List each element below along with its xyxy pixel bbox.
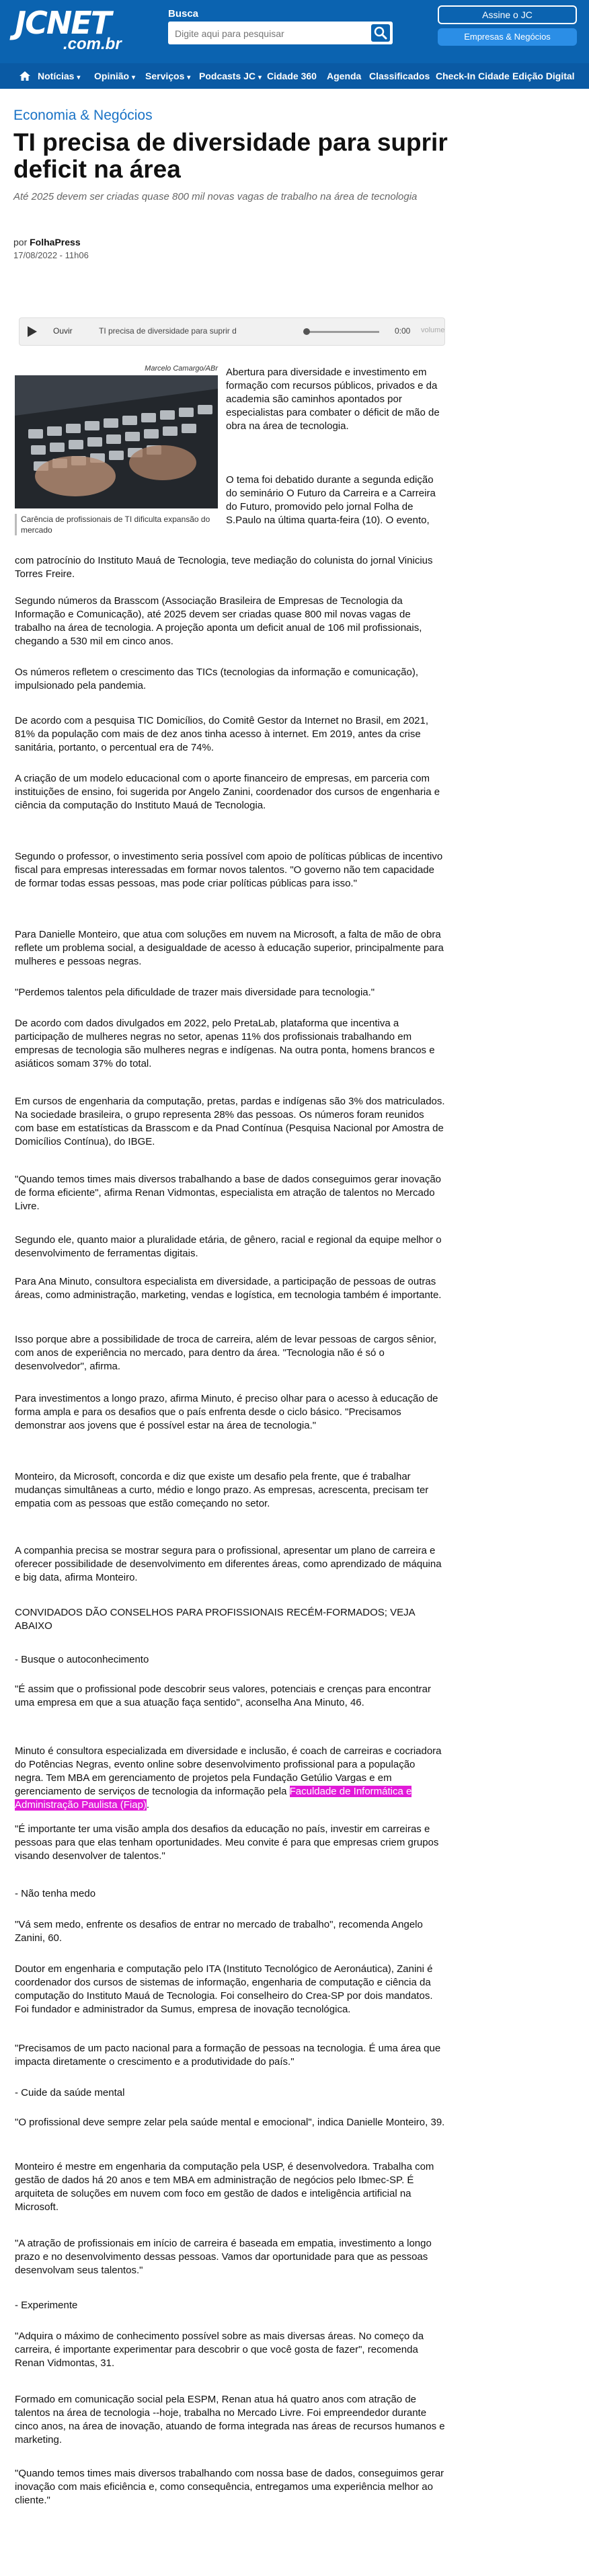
paragraph-16: Para investimentos a longo prazo, afirma Minuto, é preciso olhar para o acesso à educação de forma ampla e para os desafios que o país enfrenta desde o ciclo básico. "Precisamos demonstrar aos jovens que é possível estar na área de tecnologia.": [15, 1393, 438, 1431]
logo-sub-text: .com.br: [63, 35, 122, 53]
audio-progress-bar[interactable]: [305, 331, 379, 333]
search-input[interactable]: [173, 26, 364, 42]
paragraph-11: Em cursos de engenharia da computação, pretas, pardas e indígenas são 3% dos matriculados. Na sociedade brasileira, o grupo representa 28% das pessoas. Os números foram reunidos com base em estatísticas da Brasscom e da Pnad Contínua (Pesquisa Nacional por Amostra de Domicílios Contínua), do IBGE.: [15, 1096, 445, 1147]
paragraph-4: Os números refletem o crescimento das TICs (tecnologias da informação e comunicação), impulsionado pela pandemia.: [15, 667, 418, 691]
paragraph-2a: O tema foi debatido durante a segunda edição do seminário O Futuro da Carreira e a Carreira do Futuro, promovido pelo jornal Folha de S.Paulo na última quarta-feira (10). O evento,: [226, 474, 436, 526]
article-figure: [15, 365, 218, 539]
paragraph-23: "É importante ter uma visão ampla dos desafios da educação no país, investir em carreiras e pessoas para que elas tenham oportunidades. Meu convite é para que empresas criem grupos visando desenvolver de talentos.": [15, 1823, 439, 1862]
paragraph-17: Monteiro, da Microsoft, concorda e diz que existe um desafio pela frente, que é trabalhar mudanças simultâneas a curto, médio e longo prazo. As empresas, acrescenta, precisam ter empatia com as pessoas que estão começando no setor.: [15, 1471, 429, 1509]
photo-credit: Marcelo Camargo/ABr: [145, 365, 218, 373]
chevron-down-icon: ▾: [187, 74, 191, 81]
play-icon[interactable]: [28, 326, 37, 337]
main-nav: [0, 63, 589, 89]
search-button[interactable]: [371, 24, 390, 42]
paragraph-2b: com patrocínio do Instituto Mauá de Tecnologia, teve mediação do colunista do jornal Vinicius Torres Freire.: [15, 555, 433, 580]
page-title: TI precisa de diversidade para suprir deficit na área: [13, 128, 448, 183]
nav-item-classificados[interactable]: Classificados: [369, 71, 430, 81]
paragraph-7: Segundo o professor, o investimento seria possível com apoio de políticas públicas de incentivo fiscal para empresas interessadas em formar novos talentos. "O governo não tem capacidade de formar todas essas pessoas, mas pode criar políticas públicas para isso.": [15, 851, 443, 889]
chevron-down-icon: ▾: [132, 74, 136, 81]
paragraph-25: "Vá sem medo, enfrente os desafios de entrar no mercado de trabalho", recomenda Angelo Zanini, 60.: [15, 1919, 423, 1944]
home-icon[interactable]: [19, 71, 31, 81]
photo-caption: Carência de profissionais de TI dificulta expansão do mercado: [15, 514, 213, 535]
empresas-negocios-button[interactable]: Empresas & Negócios: [438, 28, 577, 46]
audio-label: Ouvir: [53, 326, 73, 336]
jcnet-logo[interactable]: [15, 5, 133, 58]
search-label: Busca: [168, 8, 199, 20]
audio-time: 0:00: [395, 326, 411, 336]
audio-volume[interactable]: volume: [421, 326, 445, 334]
advice-heading-3: - Cuide da saúde mental: [15, 2087, 125, 2098]
paragraph-3: Segundo números da Brasscom (Associação Brasileira de Empresas de Tecnologia da Informação e Comunicação), até 2025 devem ser criadas quase 800 mil novas vagas de trabalho na área de tecnologia. A projeção aponta um deficit anual de 106 mil profissionais, chegando a 530 mil em cinco anos.: [15, 595, 422, 647]
paragraph-12: "Quando temos times mais diversos trabalhando a base de dados conseguimos gerar inovação de forma eficiente", afirma Renan Vidmontas, especialista em atração de talentos no Mercado Livre.: [15, 1174, 442, 1212]
paragraph-8: Para Danielle Monteiro, que atua com soluções em nuvem na Microsoft, a falta de mão de obra reflete um problema social, a desigualdade de acesso à educação superior, principalmente para mulheres e pessoas negras.: [15, 929, 444, 967]
section-heading-advice: CONVIDADOS DÃO CONSELHOS PARA PROFISSIONAIS RECÉM-FORMADOS; VEJA ABAIXO: [15, 1607, 415, 1632]
paragraph-22: Minuto é consultora especializada em diversidade e inclusão, é coach de carreiras e cocriadora do Potências Negras, evento online sobre desenvolvimento profissional para a população negra. Tem MBA em gerenciamento de projetos pela Fundação Getúlio Vargas e em gerenciamento de serviços de tecnologia da informação pela Faculdade de Informática e Administração Paulista (Fiap).: [15, 1745, 442, 1811]
paragraph-29: "O profissional deve sempre zelar pela saúde mental e emocional", indica Danielle Monteiro, 39.: [15, 2117, 445, 2128]
paragraph-9: "Perdemos talentos pela dificuldade de trazer mais diversidade para tecnologia.": [15, 987, 375, 998]
article-subtitle: Até 2025 devem ser criadas quase 800 mil novas vagas de trabalho na área de tecnologia: [13, 191, 418, 202]
paragraph-5: De acordo com a pesquisa TIC Domicílios, do Comitê Gestor da Internet no Brasil, em 2021, 81% da população com mais de dez anos tinha acesso à internet. Em 2019, antes da crise sanitária, portanto, o percentual era de 74%.: [15, 715, 429, 753]
audio-progress-handle[interactable]: [303, 328, 310, 335]
paragraph-21: "É assim que o profissional pode descobrir seus valores, potenciais e crenças para encontrar uma empresa em que a sua atuação faça sentido", aconselha Ana Minuto, 46.: [15, 1683, 431, 1708]
subscribe-button[interactable]: Assine o JC: [438, 5, 577, 24]
byline: [13, 237, 81, 248]
audio-title: TI precisa de diversidade para suprir d: [99, 326, 237, 336]
publish-date: 17/08/2022 - 11h06: [13, 250, 89, 260]
nav-item-podcasts[interactable]: Podcasts JC ▾: [199, 71, 262, 81]
advice-heading-2: - Não tenha medo: [15, 1888, 96, 1899]
paragraph-13: Segundo ele, quanto maior a pluralidade etária, de gênero, racial e regional da equipe melhor o desenvolvimento de ferramentas digitais.: [15, 1234, 442, 1259]
paragraph-10: De acordo com dados divulgados em 2022, pelo PretaLab, plataforma que incentiva a participação de mulheres negras no setor, apenas 11% dos profissionais trabalhando em empresas de tecnologia são mulheres negras e indígenas. Na outra ponta, homens brancos e asiáticos somam 37% do total.: [15, 1018, 435, 1069]
nav-item-check-in-cidade[interactable]: Check-In Cidade: [436, 71, 510, 81]
search-icon: [371, 24, 390, 42]
nav-item-noticias[interactable]: Notícias ▾: [38, 71, 81, 81]
paragraph-6: A criação de um modelo educacional com o aporte financeiro de empresas, em parceria com instituições de ensino, foi sugerida por Angelo Zanini, coordenador dos cursos de engenharia e ciência da computação do Instituto Mauá de Tecnologia.: [15, 773, 440, 811]
advice-heading-1: - Busque o autoconhecimento: [15, 1654, 149, 1665]
paragraph-14: Para Ana Minuto, consultora especialista em diversidade, a participação de pessoas de outras áreas, como administração, marketing, vendas e logística, em tecnologia também é importante.: [15, 1276, 442, 1301]
paragraph-35: "Quando temos times mais diversos trabalhando com nossa base de dados, conseguimos gerar inovação com mais eficiência e, como consequência, entregamos uma experiência melhor ao cliente.": [15, 2468, 444, 2506]
byline-prefix: por: [13, 237, 28, 248]
audio-player: [19, 317, 445, 346]
advice-heading-4: - Experimente: [15, 2300, 78, 2311]
paragraph-15: Isso porque abre a possibilidade de troca de carreira, além de levar pessoas de cargos sênior, com anos de experiência no mercado, para dentro da área. "Tecnologia não é só o desenvolvedor", afirma.: [15, 1334, 437, 1372]
paragraph-30: Monteiro é mestre em engenharia da computação pela USP, é desenvolvedora. Trabalha com gestão de dados há 20 anos e tem MBA em administração de negócios pelo Ibmec-SP. É arquiteta de soluções em nuvem com foco em gestão de dados e inteligência artificial na Microsoft.: [15, 2161, 434, 2213]
paragraph-18: A companhia precisa se mostrar segura para o profissional, apresentar um plano de carreira e oferecer possibilidade de desenvolvimento em diferentes áreas, como aprendizado de máquina e big data, afirma Monteiro.: [15, 1545, 442, 1583]
paragraph-27: "Precisamos de um pacto nacional para a formação de pessoas na tecnologia. É uma área que impacta diretamente o crescimento e a produtividade do país.": [15, 2043, 441, 2068]
nav-item-opiniao[interactable]: Opinião ▾: [94, 71, 136, 81]
nav-item-servicos[interactable]: Serviços ▾: [145, 71, 191, 81]
fiap-link[interactable]: Faculdade de Informática e Administração Paulista (Fiap): [15, 1786, 412, 1811]
search-box: [168, 22, 393, 44]
nav-item-edicao-digital[interactable]: Edição Digital: [512, 71, 575, 81]
paragraph-1: Abertura para diversidade e investimento em formação com recursos públicos, privados e da academia são caminhos apontados por especialistas para combater o déficit de mão de obra na área de tecnologia.: [226, 367, 440, 432]
section-label[interactable]: Economia & Negócios: [13, 108, 153, 123]
nav-item-agenda[interactable]: Agenda: [327, 71, 362, 81]
nav-item-cidade-360[interactable]: Cidade 360: [267, 71, 317, 81]
article-photo[interactable]: [15, 375, 218, 508]
paragraph-26: Doutor em engenharia e computação pelo ITA (Instituto Tecnológico de Aeronáutica), Zanini é coordenador dos cursos de sistemas de informação, engenharia de computação e ciência da computação do Instituto Mauá de Tecnologia. Foi conselheiro do Crea-SP por dois mandatos. Foi fundador e administrador da Sumus, empresa de inovação tecnológica.: [15, 1963, 433, 2015]
logo-main-text: JCNET: [15, 5, 111, 41]
top-header: [0, 0, 589, 63]
chevron-down-icon: ▾: [258, 74, 262, 81]
paragraph-31: "A atração de profissionais em início de carreira é baseada em empatia, investimento a longo prazo e no desenvolvimento dessas pessoas. Vamos dar oportunidade para que as pessoas desenvolvam seus talentos.": [15, 2238, 432, 2276]
byline-author: FolhaPress: [30, 237, 81, 248]
paragraph-33: "Adquira o máximo de conhecimento possível sobre as mais diversas áreas. No começo da carreira, é importante experimentar para descobrir o que você gosta de fazer", recomenda Renan Vidmontas, 31.: [15, 2331, 424, 2369]
paragraph-34: Formado em comunicação social pela ESPM, Renan atua há quatro anos com atração de talentos na área de tecnologia --hoje, trabalha no Mercado Livre. Foi empreendedor durante cinco anos, na área de inovação, atuando de forma integrada nas áreas de recursos humanos e marketing.: [15, 2394, 445, 2446]
chevron-down-icon: ▾: [77, 74, 81, 81]
keyboard-photo-illustration: [15, 375, 218, 508]
